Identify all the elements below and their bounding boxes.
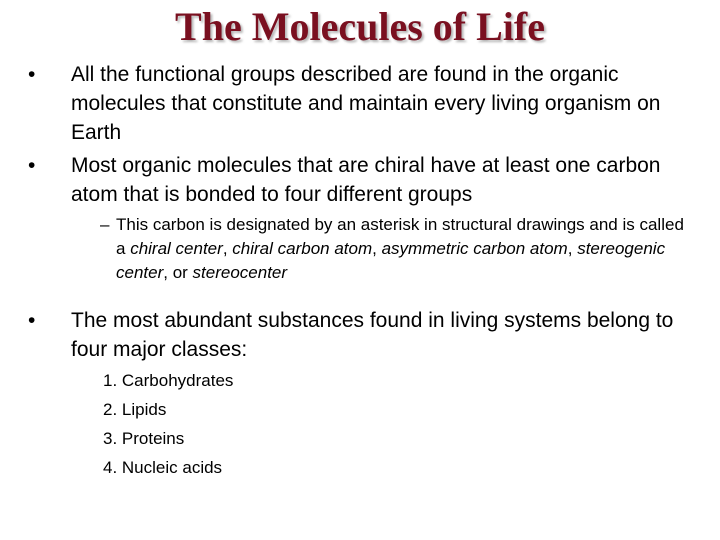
term-chiral-carbon-atom: chiral carbon atom: [232, 239, 373, 258]
list-item: 2. Lipids: [103, 400, 167, 419]
term-chiral-center: chiral center: [130, 239, 223, 258]
term-stereocenter: stereocenter: [192, 263, 288, 282]
bullet-marker: •: [28, 63, 36, 86]
list-item: 3. Proteins: [103, 429, 185, 448]
term-separator: , or: [163, 263, 188, 282]
sub-bullet-marker: –: [100, 215, 110, 234]
classes-list: [103, 366, 233, 482]
slide-title: The Molecules of Life: [175, 4, 545, 49]
bullet-marker: •: [28, 154, 36, 177]
list-item: 1. Carbohydrates: [103, 371, 234, 390]
bullet-text: Most organic molecules that are chiral have at least one carbon atom that is bonded to four different groups: [71, 154, 661, 206]
term-separator: ,: [372, 239, 377, 258]
list-item: 4. Nucleic acids: [103, 458, 223, 477]
bullet-chiral-molecules: [28, 151, 708, 209]
bullet-functional-groups: [28, 60, 708, 147]
bullet-text: The most abundant substances found in living systems belong to four major classes:: [71, 309, 674, 361]
bullet-marker: •: [28, 309, 36, 332]
sub-bullet-text: [100, 213, 690, 285]
sub-bullet-chiral-center: [100, 213, 690, 285]
term-asymmetric-carbon-atom: asymmetric carbon atom: [381, 239, 568, 258]
term-stereogenic-center: stereogenic center: [116, 239, 666, 282]
sub-bullet-lead: This carbon is designated by an asterisk in structural drawings and is called a: [116, 215, 684, 258]
term-separator: ,: [222, 239, 228, 258]
term-separator: ,: [567, 239, 573, 258]
bullet-major-classes: [28, 306, 708, 364]
bullet-text: All the functional groups described are found in the organic molecules that constitute and maintain every living organism on Earth: [71, 63, 661, 144]
